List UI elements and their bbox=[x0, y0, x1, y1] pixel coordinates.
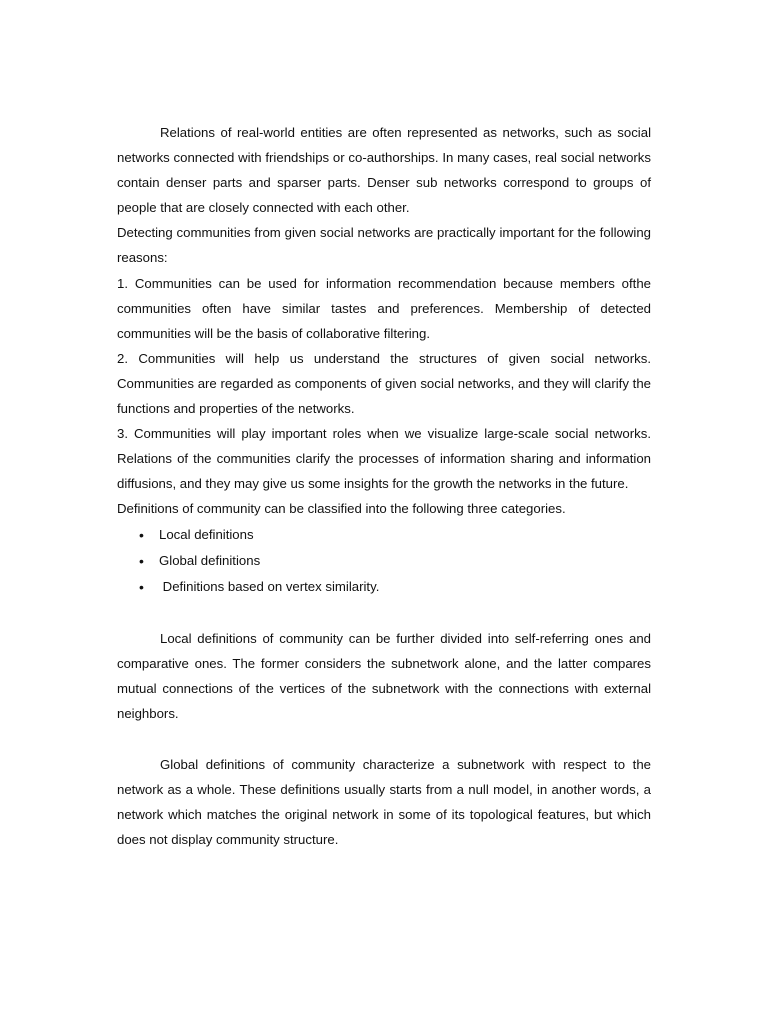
list-item-vertex-similarity-definitions: • Definitions based on vertex similarity. bbox=[139, 574, 651, 600]
intro-paragraph: Relations of real-world entities are often represented as networks, such as social networks connected with friendships or co-authorships. In many cases, real social networks contain denser parts and sparser parts. Denser sub networks correspond to groups of people that are closely connected with each other. bbox=[117, 125, 651, 216]
local-definitions-paragraph: Local definitions of community can be further divided into self-referring ones and comparative ones. The former considers the subnetwork alone, and the latter compares mutual connections of the vertices of the subnetwork with the connections with external neighbors. bbox=[117, 630, 651, 721]
document-page bbox=[117, 120, 651, 852]
definition-categories-list bbox=[117, 522, 651, 600]
reason-2-paragraph: 2. Communities will help us understand the structures of given social networks. Communities are regarded as components of given social networks, and they will clarify the functions and properties of the networks. bbox=[117, 350, 651, 417]
reason-3-paragraph: 3. Communities will play important roles when we visualize large-scale social networks. Relations of the communities clarify the processes of information sharing and information diffusions, and they may give us some insights for the growth the networks in the future. bbox=[117, 426, 651, 492]
definitions-intro-paragraph: Definitions of community can be classified into the following three categories. bbox=[117, 501, 566, 517]
spacer bbox=[117, 600, 651, 626]
spacer bbox=[117, 726, 651, 752]
reason-1-paragraph: 1. Communities can be used for information recommendation because members ofthe communities often have similar tastes and preferences. Membership of detected communities will be the basis of collaborative filtering. bbox=[117, 275, 651, 341]
global-definitions-paragraph: Global definitions of community characterize a subnetwork with respect to the network as a whole. These definitions usually starts from a null model, in another words, a network which matches the original network in some of its topological features, but which does not display community structure. bbox=[117, 756, 651, 848]
detecting-communities-paragraph: Detecting communities from given social networks are practically important for the following reasons: bbox=[117, 225, 651, 266]
list-item-global-definitions: • Global definitions bbox=[139, 548, 651, 574]
list-item-local-definitions: • Local definitions bbox=[139, 522, 651, 548]
